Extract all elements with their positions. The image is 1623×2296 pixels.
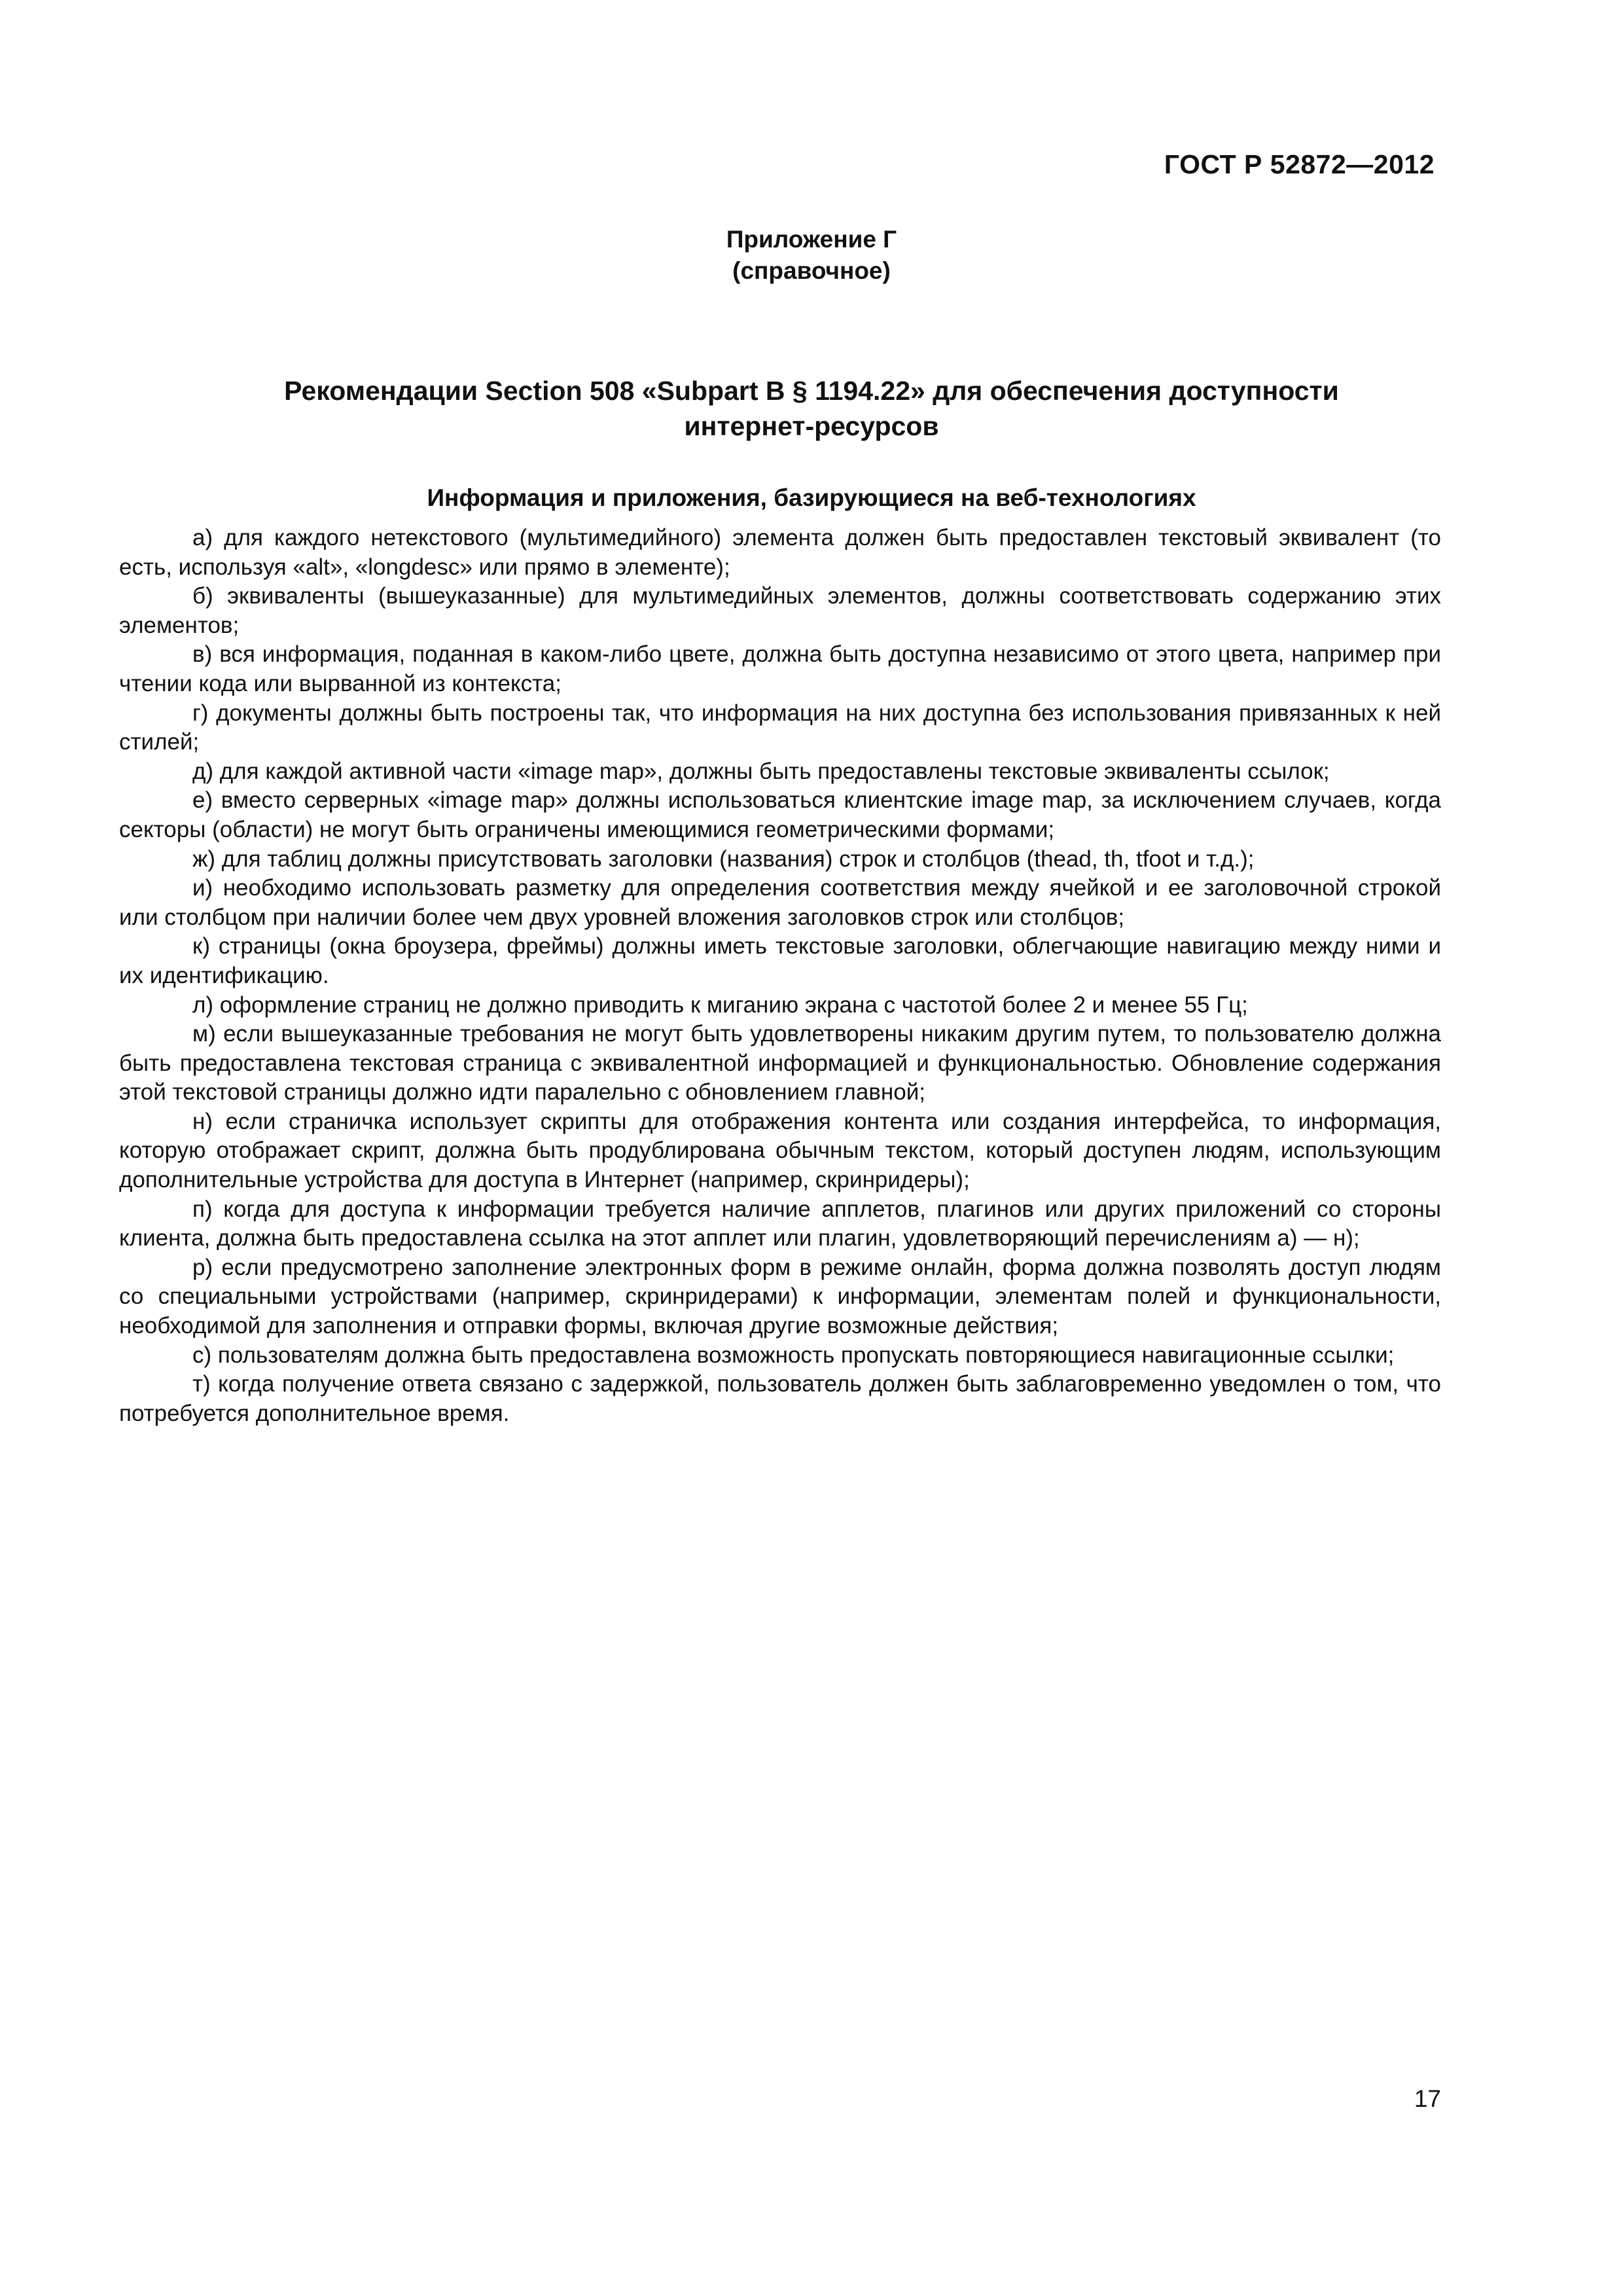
list-item-b: б) эквиваленты (вышеуказанные) для мультимедийных элементов, должны соответствовать содержанию этих элементов;	[119, 583, 1441, 638]
list-item-s: с) пользователям должна быть предоставлена возможность пропускать повторяющиеся навигационные ссылки;	[192, 1342, 1395, 1368]
list-item-k: к) страницы (окна броузера, фреймы) должны иметь текстовые заголовки, облегчающие навигацию между ними и их идентификацию.	[119, 933, 1441, 988]
list-item-e: е) вместо серверных «image map» должны использоваться клиентские image map, за исключением случаев, когда секторы (области) не могут быть ограничены имеющимися геометрическими формами;	[119, 787, 1441, 842]
recommendation-title-line-1: Рекомендации Section 508 «Subpart B § 1194.22» для обеспечения доступности	[284, 376, 1339, 406]
list-item-r: р) если предусмотрено заполнение электронных форм в режиме онлайн, форма должна позволять доступ людям со специальными устройствами (например, скринридерами) к информации, элементам полей и функциональности, необходимой для заполнения и отправки формы, включая другие возможные действия;	[119, 1254, 1441, 1339]
appendix-type: (справочное)	[732, 257, 891, 284]
list-item-m: м) если вышеуказанные требования не могут быть удовлетворены никаким другим путем, то пользователю должна быть предоставлена текстовая страница с эквивалентной информацией и функциональностью. Обновление содержания этой текстовой страницы должно идти паралельно с обновлением главной;	[119, 1021, 1441, 1105]
section-heading: Информация и приложения, базирующиеся на веб-технологиях	[427, 484, 1196, 511]
document-code: ГОСТ Р 52872—2012	[1164, 149, 1435, 179]
list-item-a: а) для каждого нетекстового (мультимедийного) элемента должен быть предоставлен текстовый эквивалент (то есть, используя «alt», «longdesc» или прямо в элементе);	[119, 525, 1441, 580]
requirements-list	[119, 524, 1441, 1428]
list-item-g: г) документы должны быть построены так, что информация на них доступна без использования привязанных к ней стилей;	[119, 700, 1441, 755]
recommendation-title-line-2: интернет-ресурсов	[684, 411, 939, 441]
list-item-n: н) если страничка использует скрипты для отображения контента или создания интерфейса, то информация, которую отображает скрипт, должна быть продублирована обычным текстом, который доступен людям, использующим дополнительные устройства для доступа в Интернет (например, скринридеры);	[119, 1108, 1441, 1193]
list-item-v: в) вся информация, поданная в каком-либо цвете, должна быть доступна независимо от этого цвета, например при чтении кода или вырванной из контекста;	[119, 641, 1441, 696]
page-number: 17	[1414, 2085, 1441, 2112]
list-item-d: д) для каждой активной части «image map», должны быть предоставлены текстовые эквиваленты ссылок;	[192, 758, 1330, 784]
recommendation-title	[0, 373, 1623, 444]
list-item-i: и) необходимо использовать разметку для определения соответствия между ячейкой и ее заголовочной строкой или столбцом при наличии более чем двух уровней вложения заголовков строк или столбцов;	[119, 875, 1441, 930]
list-item-l: л) оформление страниц не должно приводить к миганию экрана с частотой более 2 и менее 55 Гц;	[192, 992, 1248, 1018]
list-item-zh: ж) для таблиц должны присутствовать заголовки (названия) строк и столбцов (thead, th, tfoot и т.д.);	[192, 846, 1255, 872]
appendix-header	[0, 224, 1623, 287]
list-item-t: т) когда получение ответа связано с задержкой, пользователь должен быть заблаговременно уведомлен о том, что потребуется дополнительное время.	[119, 1371, 1441, 1426]
appendix-title: Приложение Г	[726, 226, 897, 253]
list-item-p: п) когда для доступа к информации требуется наличие апплетов, плагинов или других приложений со стороны клиента, должна быть предоставлена ссылка на этот апплет или плагин, удовлетворяющий перечислениям а) — н);	[119, 1196, 1441, 1251]
